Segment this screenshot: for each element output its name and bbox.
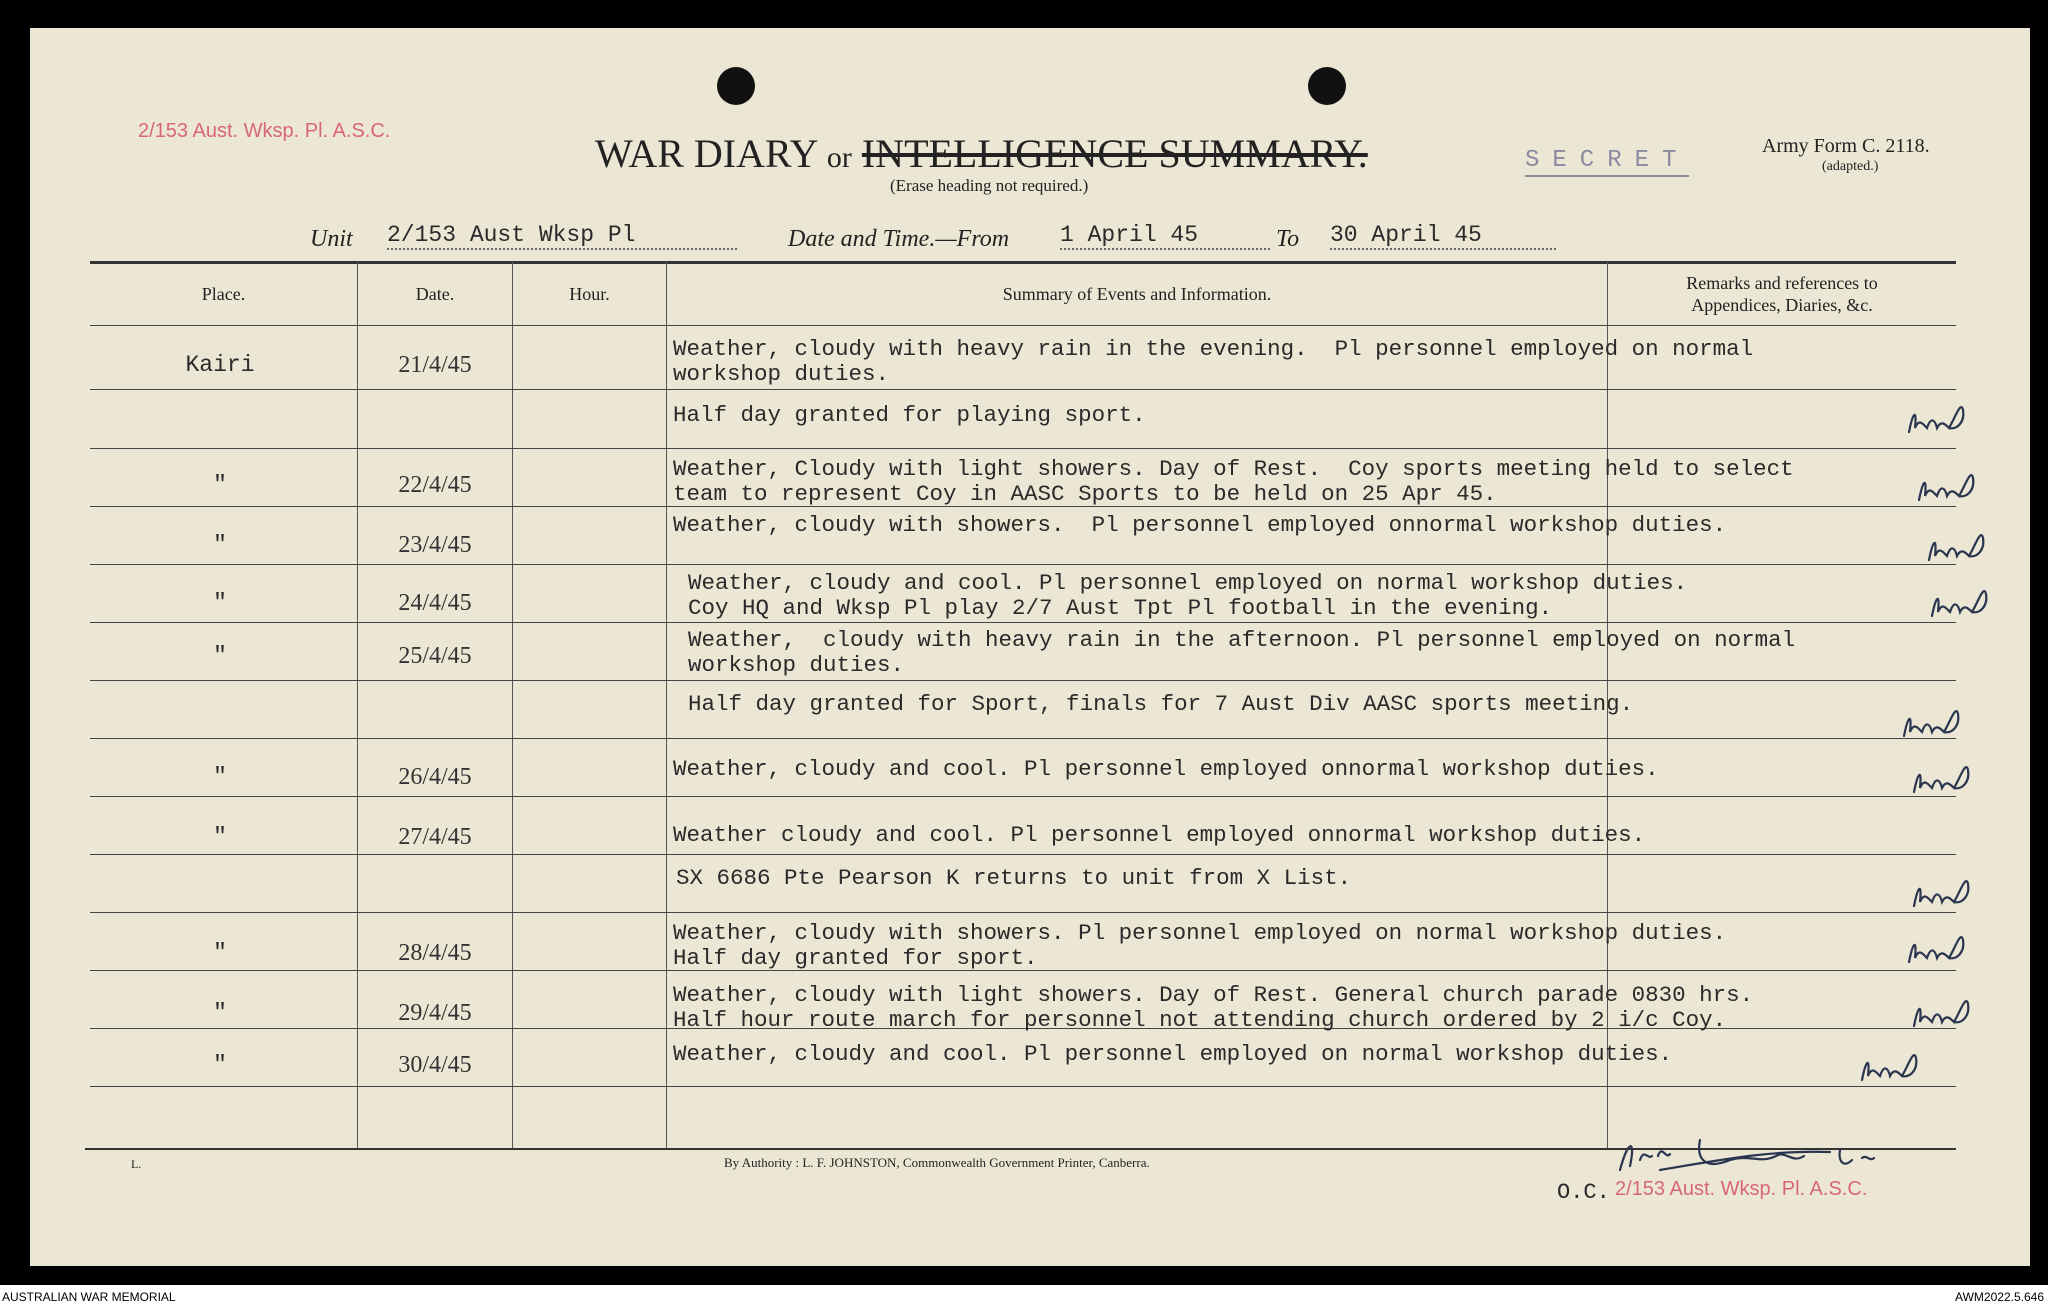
row-summary: Weather, cloudy with showers. Pl personnel employed on normal workshop duties. Half day granted for sport. — [673, 920, 1727, 971]
printer-authority: By Authority : L. F. JOHNSTON, Commonwealth Government Printer, Canberra. — [724, 1155, 1150, 1170]
row-summary: Half day granted for Sport, finals for 7 Aust Div AASC sports meeting. — [688, 691, 1634, 717]
row-rule — [90, 564, 1956, 565]
row-rule — [90, 1086, 1956, 1087]
row-date: 23/4/45 — [398, 532, 472, 558]
archive-accession-number: AWM2022.5.646 — [1955, 1290, 2044, 1304]
row-rule — [90, 622, 1956, 623]
initials-signature — [1910, 992, 1980, 1032]
row-place: " — [213, 1000, 227, 1026]
row-date: 30/4/45 — [398, 1052, 472, 1078]
row-summary: Weather, cloudy and cool. Pl personnel employed onnormal workshop duties. — [673, 756, 1659, 782]
to-label: To — [1276, 226, 1300, 252]
row-summary: Weather, Cloudy with light showers. Day of Rest. Coy sports meeting held to select team to represent Coy in AASC Sports to be held on 25 Apr 45. — [673, 456, 1794, 507]
row-rule — [90, 680, 1956, 681]
col-divider-3 — [666, 262, 667, 1148]
title-war-diary: WAR DIARY — [595, 131, 817, 176]
row-place: " — [213, 532, 227, 558]
row-place: " — [213, 643, 227, 669]
table-top-rule — [90, 261, 1956, 264]
initials-signature — [1905, 398, 1975, 438]
archive-caption-bar — [0, 1285, 2048, 1309]
row-summary: Weather, cloudy with showers. Pl personnel employed onnormal workshop duties. — [673, 512, 1727, 538]
row-summary: SX 6686 Pte Pearson K returns to unit from X List. — [676, 865, 1352, 891]
initials-signature — [1910, 758, 1980, 798]
initials-signature — [1905, 928, 1975, 968]
row-summary: Weather, cloudy with light showers. Day of Rest. General church parade 0830 hrs. Half hour route march for personnel not attending church ordered by 2 i/c Coy. — [673, 982, 1754, 1033]
archive-institution: AUSTRALIAN WAR MEMORIAL — [2, 1290, 176, 1304]
row-summary: Weather, cloudy and cool. Pl personnel employed on normal workshop duties. Coy HQ and Wksp Pl play 2/7 Aust Tpt Pl football in the evening. — [688, 570, 1688, 621]
classification-secret: SECRET — [1525, 147, 1689, 177]
row-summary: Weather, cloudy with heavy rain in the evening. Pl personnel employed on normal workshop duties. — [673, 336, 1754, 387]
title-or: or — [826, 141, 852, 174]
initials-signature — [1925, 526, 1995, 566]
header-bottom-rule — [90, 325, 1956, 326]
row-place: " — [213, 590, 227, 616]
from-date-value: 1 April 45 — [1060, 222, 1270, 250]
row-summary: Weather cloudy and cool. Pl personnel employed onnormal workshop duties. — [673, 822, 1646, 848]
row-rule — [90, 796, 1956, 797]
unit-stamp-top: 2/153 Aust. Wksp. Pl. A.S.C. — [138, 120, 391, 142]
army-form-label: Army Form C. 2118. — [1762, 135, 1930, 157]
row-date: 22/4/45 — [398, 472, 472, 498]
initials-signature — [1915, 466, 1985, 506]
col-header-date: Date. — [415, 284, 455, 304]
col-header-remarks-2: Appendices, Diaries, &c. — [1691, 295, 1873, 315]
initials-signature — [1910, 872, 1980, 912]
row-date: 21/4/45 — [398, 352, 472, 378]
title-subnote: (Erase heading not required.) — [890, 176, 1089, 195]
footer-left-mark: L. — [131, 1157, 142, 1171]
form-title — [595, 130, 1368, 177]
row-place: Kairi — [185, 352, 255, 378]
col-header-hour: Hour. — [569, 284, 610, 304]
row-rule — [90, 854, 1956, 855]
row-rule — [90, 738, 1956, 739]
row-date: 24/4/45 — [398, 590, 472, 616]
initials-signature — [1900, 702, 1970, 742]
punch-hole-right — [1308, 67, 1346, 105]
to-date-value: 30 April 45 — [1330, 222, 1556, 250]
unit-label: Unit — [310, 226, 353, 252]
row-place: " — [213, 824, 227, 850]
row-place: " — [213, 940, 227, 966]
title-intelligence-summary: INTELLIGENCE SUMMARY. — [861, 131, 1368, 176]
row-summary: Half day granted for playing sport. — [673, 402, 1146, 428]
row-rule — [90, 389, 1956, 390]
col-divider-2 — [512, 262, 513, 1148]
row-date: 27/4/45 — [398, 824, 472, 850]
row-place: " — [213, 764, 227, 790]
row-date: 29/4/45 — [398, 1000, 472, 1026]
col-header-summary: Summary of Events and Information. — [1002, 284, 1272, 304]
oc-label: O.C. — [1557, 1180, 1610, 1205]
initials-signature — [1858, 1046, 1928, 1086]
oc-unit-stamp: 2/153 Aust. Wksp. Pl. A.S.C. — [1615, 1178, 1868, 1200]
col-header-place: Place. — [201, 284, 246, 304]
row-place: " — [213, 1052, 227, 1078]
punch-hole-left — [717, 67, 755, 105]
row-date: 25/4/45 — [398, 643, 472, 669]
date-time-label: Date and Time.—From — [788, 226, 1010, 252]
row-summary: Weather, cloudy with heavy rain in the afternoon. Pl personnel employed on normal workshop duties. — [688, 627, 1796, 678]
unit-value: 2/153 Aust Wksp Pl — [387, 222, 737, 250]
initials-signature — [1928, 582, 1998, 622]
row-summary: Weather, cloudy and cool. Pl personnel employed on normal workshop duties. — [673, 1041, 1673, 1067]
army-form-adapted: (adapted.) — [1822, 159, 1879, 174]
row-rule — [90, 448, 1956, 449]
row-date: 28/4/45 — [398, 940, 472, 966]
row-place: " — [213, 472, 227, 498]
col-header-remarks-1: Remarks and references to — [1686, 273, 1878, 293]
row-date: 26/4/45 — [398, 764, 472, 790]
row-rule — [90, 912, 1956, 913]
